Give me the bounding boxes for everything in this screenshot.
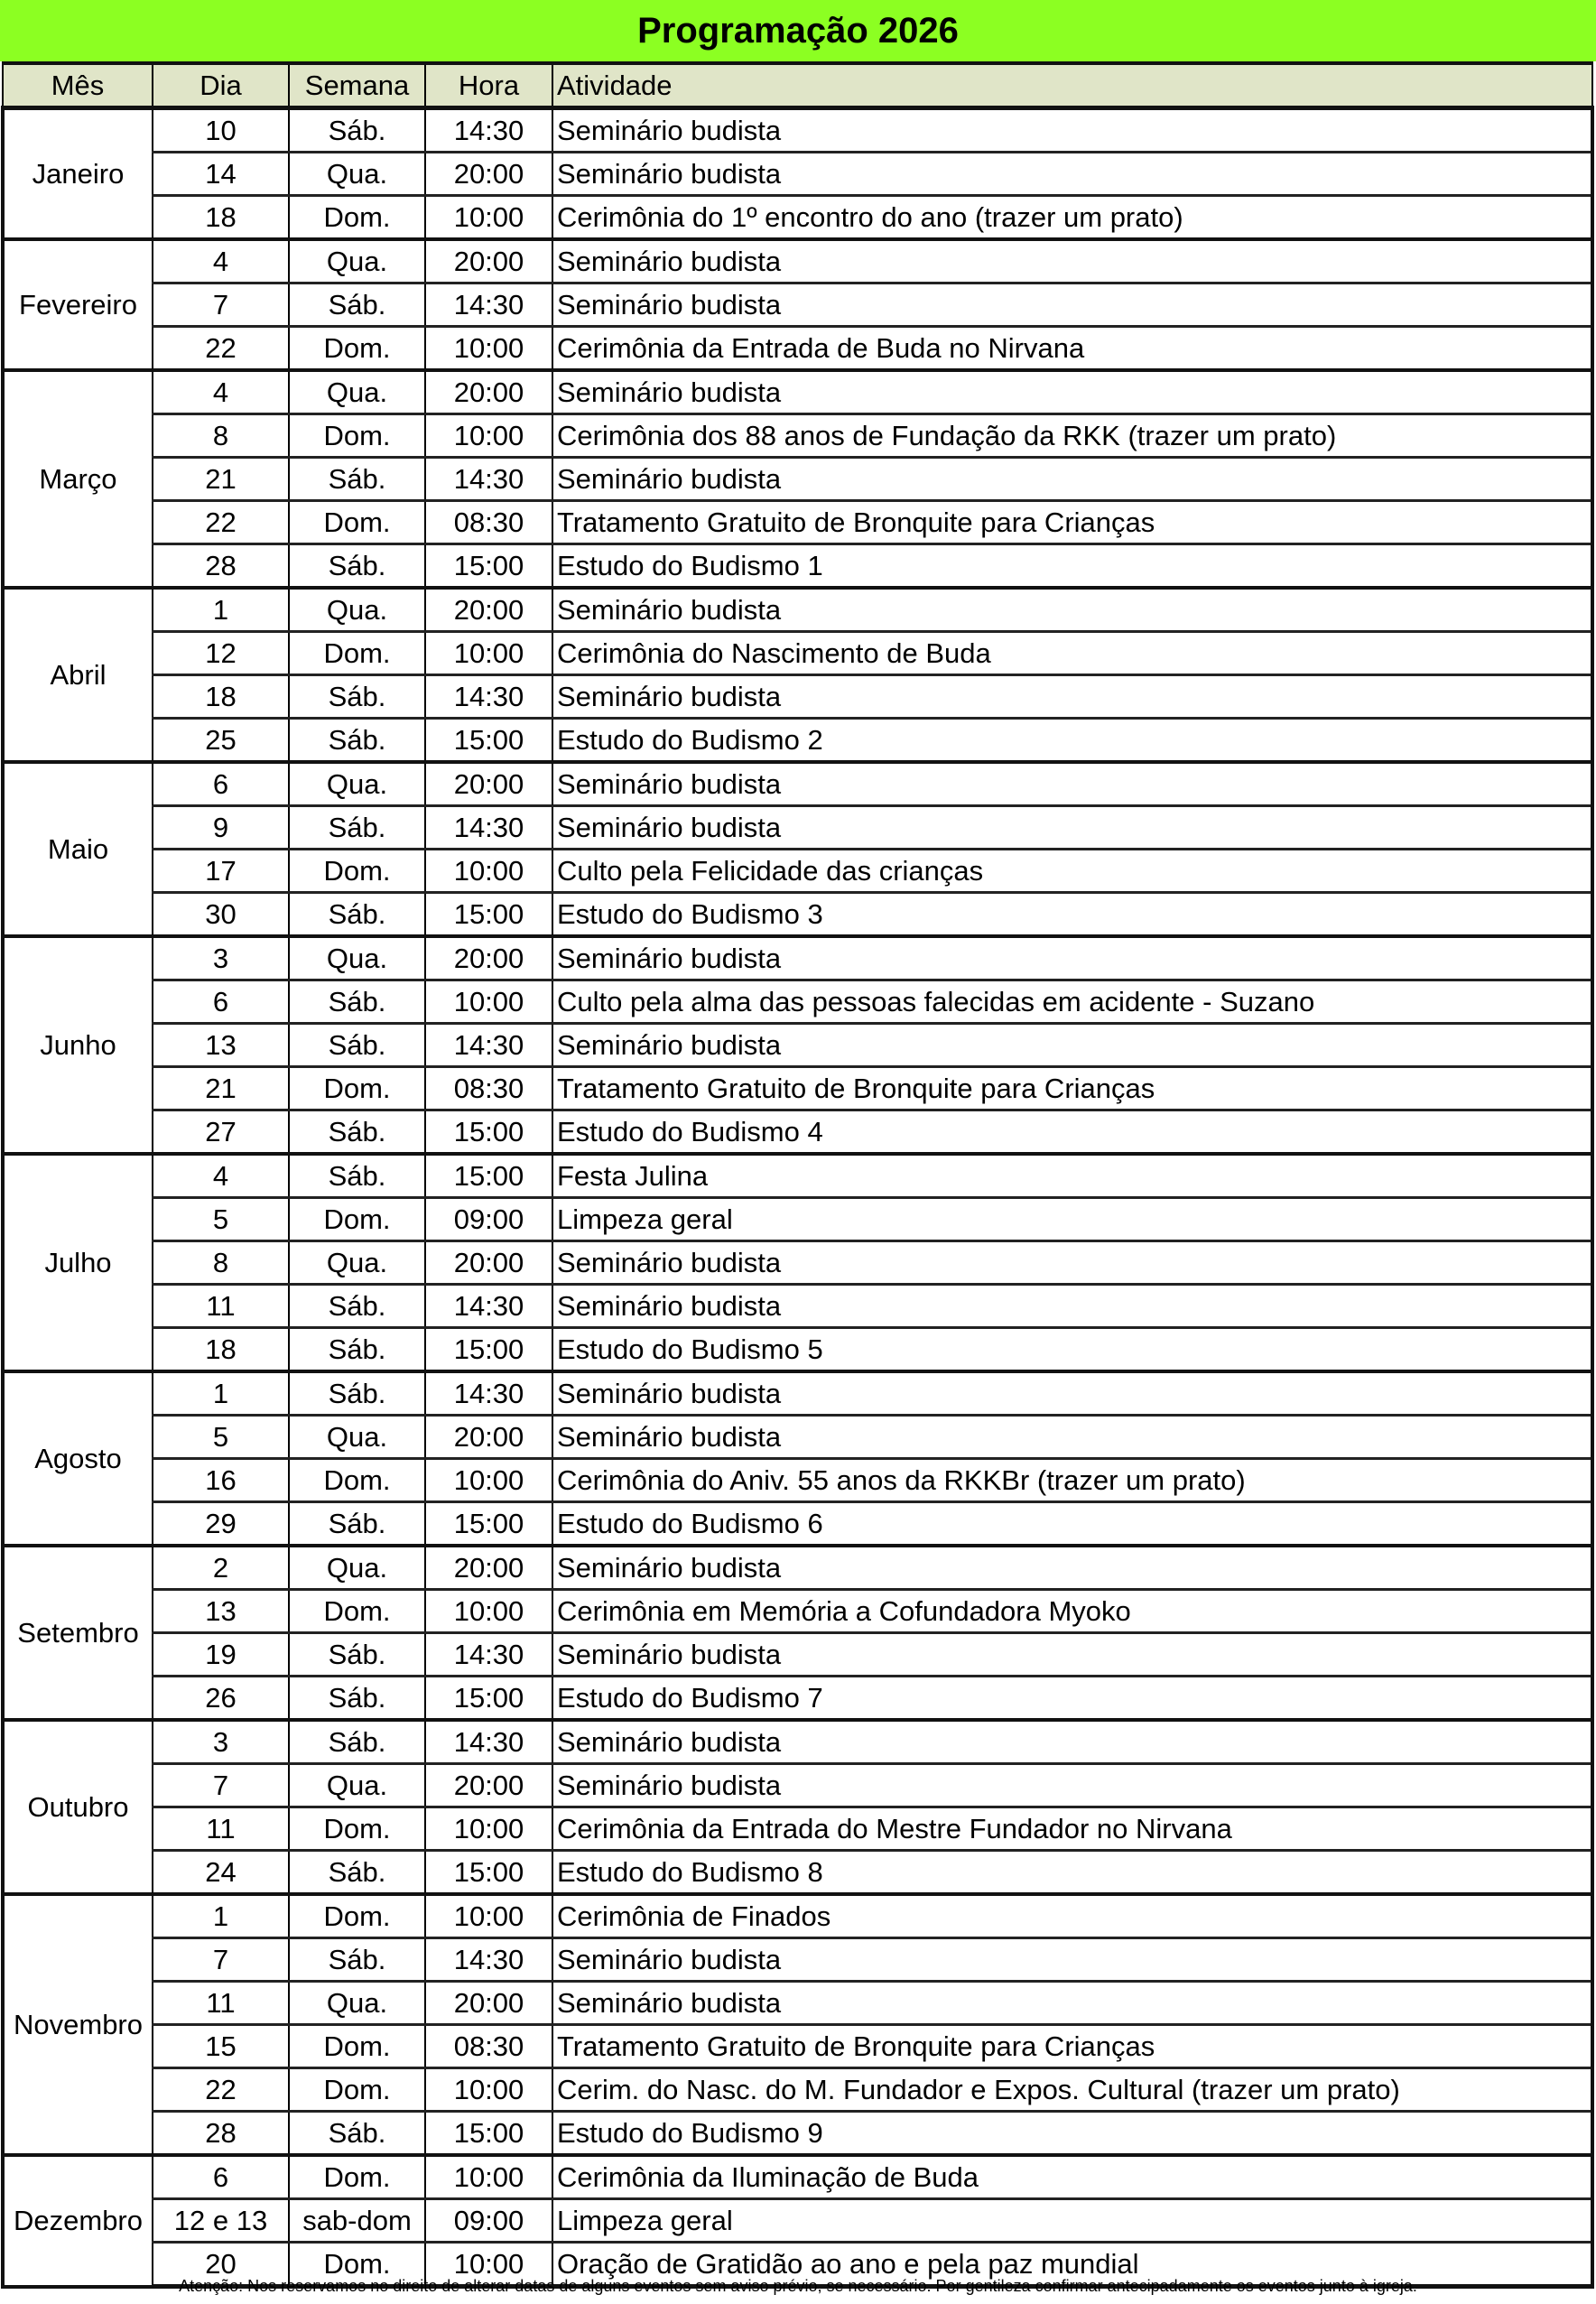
day-cell: 14 xyxy=(153,153,289,196)
month-cell: Outubro xyxy=(3,1720,153,1894)
activity-cell: Cerimônia do Aniv. 55 anos da RKKBr (trazer um prato) xyxy=(552,1459,1592,1502)
time-cell: 14:30 xyxy=(425,283,552,327)
day-cell: 4 xyxy=(153,1154,289,1198)
activity-cell: Culto pela Felicidade das crianças xyxy=(552,850,1592,893)
table-row xyxy=(3,1154,1592,1198)
weekday-cell: Sáb. xyxy=(289,1502,425,1547)
table-row xyxy=(3,632,1592,675)
table-row xyxy=(3,893,1592,937)
table-row xyxy=(3,1502,1592,1547)
day-cell: 13 xyxy=(153,1024,289,1067)
weekday-cell: Sáb. xyxy=(289,1024,425,1067)
activity-cell: Estudo do Budismo 5 xyxy=(552,1328,1592,1372)
activity-cell: Limpeza geral xyxy=(552,1198,1592,1241)
table-row xyxy=(3,414,1592,458)
weekday-cell: Sáb. xyxy=(289,2112,425,2156)
activity-cell: Tratamento Gratuito de Bronquite para Crianças xyxy=(552,2025,1592,2068)
activity-cell: Seminário budista xyxy=(552,806,1592,850)
day-cell: 30 xyxy=(153,893,289,937)
weekday-cell: Sáb. xyxy=(289,675,425,719)
weekday-cell: Sáb. xyxy=(289,1633,425,1677)
weekday-cell: Dom. xyxy=(289,414,425,458)
weekday-cell: Qua. xyxy=(289,936,425,980)
activity-cell: Estudo do Budismo 7 xyxy=(552,1677,1592,1721)
weekday-cell: Dom. xyxy=(289,327,425,371)
table-header xyxy=(3,63,1592,108)
time-cell: 15:00 xyxy=(425,544,552,589)
time-cell: 10:00 xyxy=(425,2155,552,2199)
activity-cell: Seminário budista xyxy=(552,1285,1592,1328)
time-cell: 10:00 xyxy=(425,327,552,371)
activity-cell: Estudo do Budismo 6 xyxy=(552,1502,1592,1547)
table-row xyxy=(3,108,1592,153)
time-cell: 10:00 xyxy=(425,1807,552,1851)
month-cell: Junho xyxy=(3,936,153,1154)
time-cell: 10:00 xyxy=(425,196,552,240)
weekday-cell: Dom. xyxy=(289,2243,425,2287)
weekday-cell: Dom. xyxy=(289,1807,425,1851)
weekday-cell: Dom. xyxy=(289,1459,425,1502)
schedule-table xyxy=(1,61,1594,2289)
activity-cell: Seminário budista xyxy=(552,239,1592,283)
table-row xyxy=(3,1459,1592,1502)
day-cell: 17 xyxy=(153,850,289,893)
activity-cell: Seminário budista xyxy=(552,458,1592,501)
activity-cell: Cerimônia dos 88 anos de Fundação da RKK (trazer um prato) xyxy=(552,414,1592,458)
table-row xyxy=(3,327,1592,371)
table-body xyxy=(3,108,1592,2287)
table-row xyxy=(3,544,1592,589)
table-row xyxy=(3,1764,1592,1807)
month-cell: Dezembro xyxy=(3,2155,153,2287)
weekday-cell: Sáb. xyxy=(289,719,425,763)
activity-cell: Seminário budista xyxy=(552,108,1592,153)
time-cell: 20:00 xyxy=(425,936,552,980)
month-cell: Abril xyxy=(3,588,153,762)
time-cell: 20:00 xyxy=(425,153,552,196)
time-cell: 15:00 xyxy=(425,1851,552,1895)
table-row xyxy=(3,1851,1592,1895)
day-cell: 24 xyxy=(153,1851,289,1895)
activity-cell: Estudo do Budismo 4 xyxy=(552,1110,1592,1155)
activity-cell: Seminário budista xyxy=(552,153,1592,196)
weekday-cell: Qua. xyxy=(289,1241,425,1285)
activity-cell: Seminário budista xyxy=(552,588,1592,632)
table-row xyxy=(3,1371,1592,1416)
table-row xyxy=(3,1198,1592,1241)
time-cell: 15:00 xyxy=(425,1154,552,1198)
weekday-cell: Qua. xyxy=(289,1546,425,1590)
time-cell: 20:00 xyxy=(425,370,552,414)
day-cell: 29 xyxy=(153,1502,289,1547)
weekday-cell: Sáb. xyxy=(289,1154,425,1198)
day-cell: 18 xyxy=(153,196,289,240)
header-row xyxy=(3,63,1592,108)
activity-cell: Seminário budista xyxy=(552,1024,1592,1067)
time-cell: 08:30 xyxy=(425,2025,552,2068)
weekday-cell: Dom. xyxy=(289,2025,425,2068)
table-row xyxy=(3,153,1592,196)
weekday-cell: Sáb. xyxy=(289,1677,425,1721)
footer-notice: Atenção: Nos reservamos no direito de alterar datas de alguns eventos sem aviso prévio, se necessário. Por gentileza confirmar antecipadamente os eventos junto à igreja. xyxy=(179,2277,1417,2295)
time-cell: 14:30 xyxy=(425,675,552,719)
day-cell: 1 xyxy=(153,1894,289,1938)
table-row xyxy=(3,1328,1592,1372)
day-cell: 11 xyxy=(153,1982,289,2025)
time-cell: 15:00 xyxy=(425,2112,552,2156)
time-cell: 20:00 xyxy=(425,588,552,632)
time-cell: 15:00 xyxy=(425,719,552,763)
table-row xyxy=(3,1720,1592,1764)
weekday-cell: Sáb. xyxy=(289,980,425,1024)
day-cell: 21 xyxy=(153,458,289,501)
weekday-cell: Sáb. xyxy=(289,108,425,153)
table-row xyxy=(3,850,1592,893)
activity-cell: Seminário budista xyxy=(552,1720,1592,1764)
time-cell: 14:30 xyxy=(425,1285,552,1328)
table-row xyxy=(3,370,1592,414)
weekday-cell: Qua. xyxy=(289,588,425,632)
activity-cell: Seminário budista xyxy=(552,1416,1592,1459)
time-cell: 10:00 xyxy=(425,2243,552,2287)
table-row xyxy=(3,2068,1592,2112)
activity-cell: Seminário budista xyxy=(552,1633,1592,1677)
column-header-atividade: Atividade xyxy=(552,63,1592,108)
weekday-cell: Sáb. xyxy=(289,283,425,327)
title-band xyxy=(0,0,1596,61)
day-cell: 19 xyxy=(153,1633,289,1677)
day-cell: 25 xyxy=(153,719,289,763)
column-header-hora: Hora xyxy=(425,63,552,108)
weekday-cell: Sáb. xyxy=(289,1328,425,1372)
activity-cell: Seminário budista xyxy=(552,1241,1592,1285)
activity-cell: Seminário budista xyxy=(552,370,1592,414)
weekday-cell: Dom. xyxy=(289,1894,425,1938)
activity-cell: Cerimônia da Entrada do Mestre Fundador no Nirvana xyxy=(552,1807,1592,1851)
column-header-dia: Dia xyxy=(153,63,289,108)
weekday-cell: Sáb. xyxy=(289,1285,425,1328)
weekday-cell: Qua. xyxy=(289,1416,425,1459)
weekday-cell: Sáb. xyxy=(289,544,425,589)
table-row xyxy=(3,1894,1592,1938)
time-cell: 15:00 xyxy=(425,1328,552,1372)
time-cell: 20:00 xyxy=(425,1982,552,2025)
time-cell: 09:00 xyxy=(425,2199,552,2243)
day-cell: 1 xyxy=(153,588,289,632)
column-header-mes: Mês xyxy=(3,63,153,108)
day-cell: 18 xyxy=(153,1328,289,1372)
activity-cell: Seminário budista xyxy=(552,1938,1592,1982)
table-row xyxy=(3,1807,1592,1851)
activity-cell: Oração de Gratidão ao ano e pela paz mundial xyxy=(552,2243,1592,2287)
day-cell: 5 xyxy=(153,1198,289,1241)
table-row xyxy=(3,1416,1592,1459)
weekday-cell: sab-dom xyxy=(289,2199,425,2243)
time-cell: 15:00 xyxy=(425,893,552,937)
day-cell: 4 xyxy=(153,370,289,414)
day-cell: 13 xyxy=(153,1590,289,1633)
time-cell: 20:00 xyxy=(425,1416,552,1459)
time-cell: 10:00 xyxy=(425,980,552,1024)
day-cell: 7 xyxy=(153,1764,289,1807)
day-cell: 4 xyxy=(153,239,289,283)
time-cell: 10:00 xyxy=(425,1590,552,1633)
weekday-cell: Dom. xyxy=(289,501,425,544)
month-cell: Novembro xyxy=(3,1894,153,2155)
activity-cell: Festa Julina xyxy=(552,1154,1592,1198)
weekday-cell: Dom. xyxy=(289,196,425,240)
table-row xyxy=(3,719,1592,763)
table-row xyxy=(3,1067,1592,1110)
time-cell: 14:30 xyxy=(425,806,552,850)
table-row xyxy=(3,1938,1592,1982)
weekday-cell: Sáb. xyxy=(289,1720,425,1764)
activity-cell: Estudo do Budismo 3 xyxy=(552,893,1592,937)
table-row xyxy=(3,1633,1592,1677)
activity-cell: Seminário budista xyxy=(552,936,1592,980)
page-title: Programação 2026 xyxy=(637,10,959,51)
day-cell: 6 xyxy=(153,2155,289,2199)
weekday-cell: Dom. xyxy=(289,632,425,675)
month-cell: Janeiro xyxy=(3,108,153,240)
table-row xyxy=(3,501,1592,544)
table-row xyxy=(3,2025,1592,2068)
weekday-cell: Sáb. xyxy=(289,1110,425,1155)
month-cell: Agosto xyxy=(3,1371,153,1546)
activity-cell: Cerimônia da Entrada de Buda no Nirvana xyxy=(552,327,1592,371)
time-cell: 10:00 xyxy=(425,632,552,675)
time-cell: 10:00 xyxy=(425,414,552,458)
day-cell: 11 xyxy=(153,1285,289,1328)
time-cell: 14:30 xyxy=(425,108,552,153)
activity-cell: Seminário budista xyxy=(552,1546,1592,1590)
day-cell: 2 xyxy=(153,1546,289,1590)
day-cell: 20 xyxy=(153,2243,289,2287)
activity-cell: Limpeza geral xyxy=(552,2199,1592,2243)
activity-cell: Estudo do Budismo 9 xyxy=(552,2112,1592,2156)
activity-cell: Cerim. do Nasc. do M. Fundador e Expos. Cultural (trazer um prato) xyxy=(552,2068,1592,2112)
weekday-cell: Sáb. xyxy=(289,806,425,850)
time-cell: 15:00 xyxy=(425,1110,552,1155)
table-row xyxy=(3,675,1592,719)
day-cell: 27 xyxy=(153,1110,289,1155)
table-row xyxy=(3,1546,1592,1590)
weekday-cell: Dom. xyxy=(289,1590,425,1633)
day-cell: 12 xyxy=(153,632,289,675)
day-cell: 28 xyxy=(153,544,289,589)
table-row xyxy=(3,1110,1592,1155)
weekday-cell: Sáb. xyxy=(289,893,425,937)
table-row xyxy=(3,239,1592,283)
activity-cell: Cerimônia de Finados xyxy=(552,1894,1592,1938)
table-row xyxy=(3,806,1592,850)
activity-cell: Cerimônia do 1º encontro do ano (trazer um prato) xyxy=(552,196,1592,240)
activity-cell: Culto pela alma das pessoas falecidas em acidente - Suzano xyxy=(552,980,1592,1024)
month-cell: Fevereiro xyxy=(3,239,153,370)
weekday-cell: Qua. xyxy=(289,1982,425,2025)
day-cell: 28 xyxy=(153,2112,289,2156)
activity-cell: Cerimônia do Nascimento de Buda xyxy=(552,632,1592,675)
time-cell: 20:00 xyxy=(425,239,552,283)
time-cell: 08:30 xyxy=(425,1067,552,1110)
day-cell: 5 xyxy=(153,1416,289,1459)
day-cell: 26 xyxy=(153,1677,289,1721)
month-cell: Março xyxy=(3,370,153,588)
time-cell: 15:00 xyxy=(425,1677,552,1721)
day-cell: 22 xyxy=(153,501,289,544)
weekday-cell: Qua. xyxy=(289,370,425,414)
table-row xyxy=(3,283,1592,327)
weekday-cell: Qua. xyxy=(289,239,425,283)
weekday-cell: Sáb. xyxy=(289,1371,425,1416)
day-cell: 11 xyxy=(153,1807,289,1851)
weekday-cell: Dom. xyxy=(289,1067,425,1110)
day-cell: 8 xyxy=(153,414,289,458)
day-cell: 22 xyxy=(153,327,289,371)
activity-cell: Estudo do Budismo 2 xyxy=(552,719,1592,763)
day-cell: 9 xyxy=(153,806,289,850)
time-cell: 14:30 xyxy=(425,1720,552,1764)
weekday-cell: Dom. xyxy=(289,2068,425,2112)
table-row xyxy=(3,1590,1592,1633)
month-cell: Julho xyxy=(3,1154,153,1371)
time-cell: 14:30 xyxy=(425,1371,552,1416)
weekday-cell: Qua. xyxy=(289,153,425,196)
table-row xyxy=(3,196,1592,240)
table-row xyxy=(3,458,1592,501)
month-cell: Setembro xyxy=(3,1546,153,1720)
time-cell: 14:30 xyxy=(425,1938,552,1982)
time-cell: 14:30 xyxy=(425,458,552,501)
time-cell: 20:00 xyxy=(425,1241,552,1285)
day-cell: 3 xyxy=(153,1720,289,1764)
table-row xyxy=(3,2155,1592,2199)
day-cell: 8 xyxy=(153,1241,289,1285)
table-row xyxy=(3,1241,1592,1285)
day-cell: 7 xyxy=(153,283,289,327)
weekday-cell: Qua. xyxy=(289,762,425,806)
day-cell: 10 xyxy=(153,108,289,153)
day-cell: 6 xyxy=(153,980,289,1024)
time-cell: 10:00 xyxy=(425,1459,552,1502)
table-row xyxy=(3,2112,1592,2156)
time-cell: 15:00 xyxy=(425,1502,552,1547)
table-row xyxy=(3,762,1592,806)
activity-cell: Seminário budista xyxy=(552,1764,1592,1807)
day-cell: 3 xyxy=(153,936,289,980)
activity-cell: Estudo do Budismo 8 xyxy=(552,1851,1592,1895)
time-cell: 20:00 xyxy=(425,762,552,806)
activity-cell: Seminário budista xyxy=(552,283,1592,327)
activity-cell: Seminário budista xyxy=(552,675,1592,719)
month-cell: Maio xyxy=(3,762,153,936)
weekday-cell: Dom. xyxy=(289,850,425,893)
time-cell: 08:30 xyxy=(425,501,552,544)
activity-cell: Seminário budista xyxy=(552,762,1592,806)
weekday-cell: Dom. xyxy=(289,2155,425,2199)
weekday-cell: Dom. xyxy=(289,1198,425,1241)
time-cell: 10:00 xyxy=(425,850,552,893)
activity-cell: Seminário budista xyxy=(552,1982,1592,2025)
table-row xyxy=(3,1677,1592,1721)
time-cell: 10:00 xyxy=(425,1894,552,1938)
day-cell: 22 xyxy=(153,2068,289,2112)
activity-cell: Seminário budista xyxy=(552,1371,1592,1416)
table-row xyxy=(3,2199,1592,2243)
day-cell: 16 xyxy=(153,1459,289,1502)
table-row xyxy=(3,1285,1592,1328)
activity-cell: Cerimônia em Memória a Cofundadora Myoko xyxy=(552,1590,1592,1633)
time-cell: 20:00 xyxy=(425,1764,552,1807)
table-row xyxy=(3,588,1592,632)
table-row xyxy=(3,936,1592,980)
activity-cell: Tratamento Gratuito de Bronquite para Crianças xyxy=(552,501,1592,544)
time-cell: 09:00 xyxy=(425,1198,552,1241)
table-row xyxy=(3,1982,1592,2025)
weekday-cell: Sáb. xyxy=(289,458,425,501)
time-cell: 14:30 xyxy=(425,1024,552,1067)
column-header-semana: Semana xyxy=(289,63,425,108)
table-row xyxy=(3,980,1592,1024)
day-cell: 15 xyxy=(153,2025,289,2068)
time-cell: 20:00 xyxy=(425,1546,552,1590)
activity-cell: Tratamento Gratuito de Bronquite para Crianças xyxy=(552,1067,1592,1110)
activity-cell: Estudo do Budismo 1 xyxy=(552,544,1592,589)
time-cell: 14:30 xyxy=(425,1633,552,1677)
day-cell: 18 xyxy=(153,675,289,719)
day-cell: 1 xyxy=(153,1371,289,1416)
weekday-cell: Qua. xyxy=(289,1764,425,1807)
time-cell: 10:00 xyxy=(425,2068,552,2112)
day-cell: 6 xyxy=(153,762,289,806)
day-cell: 21 xyxy=(153,1067,289,1110)
weekday-cell: Sáb. xyxy=(289,1851,425,1895)
weekday-cell: Sáb. xyxy=(289,1938,425,1982)
day-cell: 12 e 13 xyxy=(153,2199,289,2243)
day-cell: 7 xyxy=(153,1938,289,1982)
activity-cell: Cerimônia da Iluminação de Buda xyxy=(552,2155,1592,2199)
table-row xyxy=(3,1024,1592,1067)
